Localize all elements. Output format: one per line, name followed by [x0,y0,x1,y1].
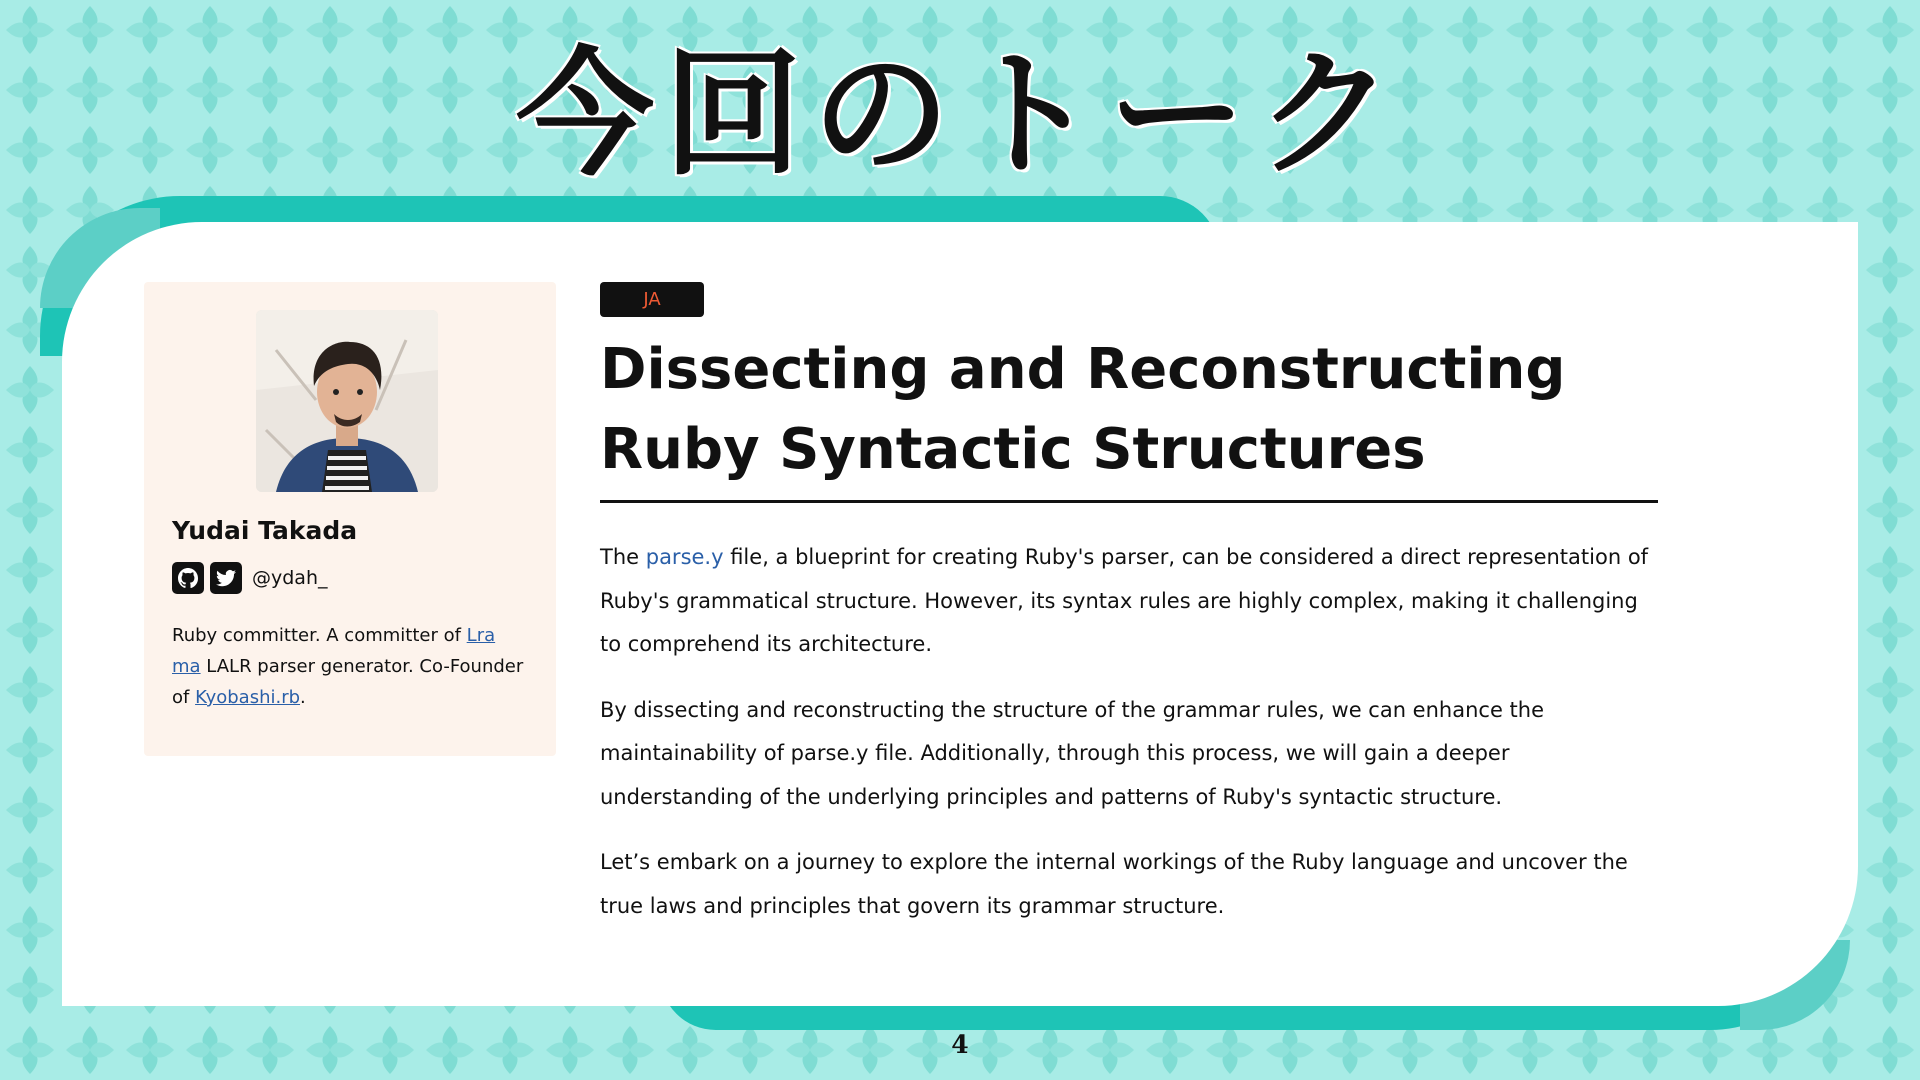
abstract-p1-rest: file, a blueprint for creating Ruby's parser, can be considered a direct representation of Ruby's grammatical structure. However, its syntax rules are highly complex, making it challenging to comprehend its architecture. [600,545,1649,656]
speaker-bio [172,620,532,713]
lrama-link-part1: Lra [466,625,496,646]
twitter-icon[interactable] [210,562,242,594]
slide-title: 今回のトーク [515,34,1404,195]
github-icon[interactable] [172,562,204,594]
language-badge: JA [600,282,704,317]
speaker-social-links [172,562,328,594]
title-divider [600,500,1658,503]
kyobashi-link[interactable]: Kyobashi.rb [195,687,301,708]
page-number: 4 [951,1030,969,1059]
bio-text-prefix: Ruby committer. A committer of [172,625,467,646]
lrama-link-part2: ma [172,656,201,677]
talk-abstract [600,536,1660,950]
speaker-profile-card [144,282,556,756]
abstract-paragraph-1 [600,536,1660,667]
bio-text-middle: LALR parser generator. Co-Founder of [172,656,524,708]
abstract-paragraph-2: By dissecting and reconstructing the structure of the grammar rules, we can enhance the maintainability of parse.y file. Additionally, through this process, we will gain a deeper understanding of the underlying principles and patterns of Ruby's syntactic structure. [600,697,1545,809]
abstract-paragraph-3: Let’s embark on a journey to explore the internal workings of the Ruby language and uncover the true laws and principles that govern its grammar structure. [600,850,1628,918]
parse-y-link[interactable]: parse.y [645,545,724,569]
abstract-p1-prefix: The [600,545,646,569]
talk-title: Dissecting and Reconstructing Ruby Syntactic Structures [600,337,1566,482]
speaker-handle[interactable]: @ydah_ [252,567,328,589]
speaker-name: Yudai Takada [172,516,358,545]
bio-text-suffix: . [300,687,306,708]
speaker-avatar [256,310,438,492]
